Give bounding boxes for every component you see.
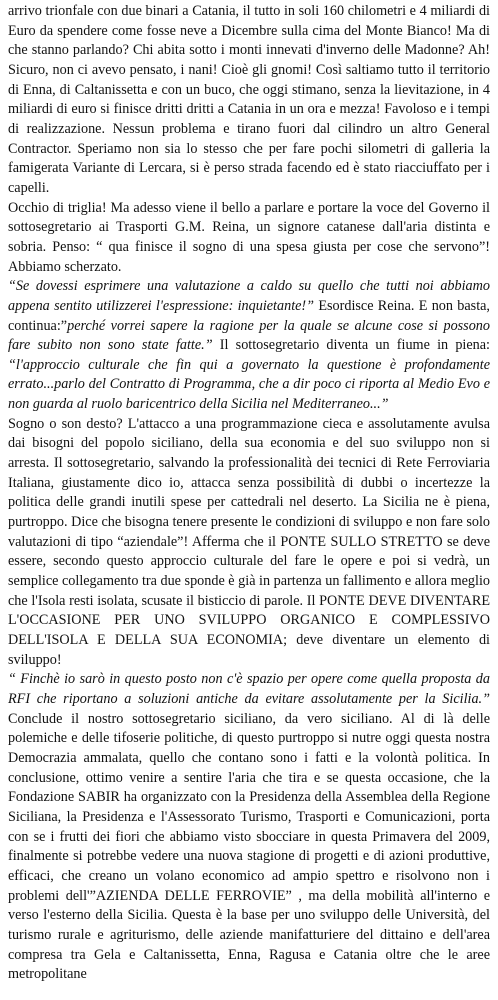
paragraph-5 xyxy=(8,670,490,985)
paragraph-4-text: Sogno o son desto? L'attacco a una programmazione cieca e assolutamente avulsa dai bisogni del popolo siciliano, della sua economia e del suo sviluppo non si arresta. Il sottosegretario, salvando la professionalità dei tecnici di Rete Ferroviaria Italiana, giustamente dico io, attacca senza possibilità di dubbi o incertezze la politica delle grandi inutili spese per cattedrali nel deserto. La Sicilia ne è piena, purtroppo. Dice che bisogna tenere presente le condizioni di sviluppo e non fare solo valutazioni di tipo “aziendale”! Afferma che il PONTE SULLO STRETTO se deve essere, secondo questo approccio culturale del fare le opere e poi si vedrà, un semplice collegamento tra due sponde è già in partenza un fallimento e allora meglio che l'Isola resti isolata, scusate il bisticcio di parole. Il PONTE DEVE DIVENTARE L'OCCASIONE PER UNO SVILUPPO ORGANICO E COMPLESSIVO DELL'ISOLA E DELLA SUA ECONOMIA; deve diventare un elemento di sviluppo! xyxy=(8,415,490,668)
reina-quote-approccio: “l'approccio culturale che fin qui a governato la questione è profondamente errato...parlo del Contratto di Programma, che a dir poco ci riporta al Medio Evo e non guarda al ruolo baricentrico della Sicilia nel Mediterraneo...” xyxy=(8,356,490,413)
paragraph-4 xyxy=(8,415,490,671)
paragraph-5-text: Conclude il nostro sottosegretario siciliano, da vero siciliano. Al di là delle polemiche e delle tifoserie politiche, di questo purtroppo si nutre oggi questa nostra Democrazia ammalata, quello che contano sono i fatti e la volontà politica. In conclusione, ottimo venire a sentire l'aria che tira e se questa occasione, che la Fondazione SABIR ha organizzato con la Presidenza della Assemblea della Regione Siciliana, la Presidenza e l'Assessorato Turismo, Trasporti e Comunicazioni, porta con se i frutti dei fiori che abbiamo visto sbocciare in questa Primavera del 2009, finalmente si potrebbe vedere una nuova stagione di progetti e di azioni produttive, efficaci, che creano un volano economico ad ampio spettro e risolvono non i problemi dell'”AZIENDA DELLE FERROVIE” , ma della mobilità all'interno e verso l'esterno della Sicilia. Questa è la base per uno sviluppo delle Università, del turismo rurale e agriturismo, delle aziende manifatturiere del dittaino e dell'area compresa tra Gela e Caltanissetta, Enna, Ragusa e Catania oltre che le aree metropolitane xyxy=(8,710,490,983)
paragraph-3 xyxy=(8,277,490,415)
paragraph-1-text: arrivo trionfale con due binari a Catania, il tutto in soli 160 chilometri e 4 miliardi di Euro da spendere come fosse neve a Dicembre sulla cima del Monte Bianco! Ma di che stanno parlando? Chi abita sotto i monti innevati d'inverno delle Madonne? Ah! Sicuro, non ci avevo pensato, i nani! Cioè gli gnomi! Così saltiamo tutto il territorio di Enna, di Caltanissetta e con un buco, che oggi stimano, senza la lievitazione, in 4 miliardi di euro si finisce dritti dritti a Catania in un ora e mezza! Favoloso e i tempi di realizzazione. Nessun problema e tirano fuori dal cilindro un altro General Contractor. Speriamo non sia lo stesso che per fare pochi silometri di galleria la famigerata Variante di Lercara, si è perso strada facendo ed è stato riacciuffato per i capelli. xyxy=(8,3,490,196)
paragraph-2-text: Occhio di triglia! Ma adesso viene il bello a parlare e portare la voce del Governo il sottosegretario ai Trasporti G.M. Reina, un signore catanese dall'aria distinta e sobria. Penso: “ qua finisce il sogno di una spesa giusta per cose che servono”! Abbiamo scherzato. xyxy=(8,199,490,275)
paragraph-3-text-a: Esordisce Reina. E non basta, continua:” xyxy=(8,297,490,334)
paragraph-3-text-b: Il sottosegretario diventa un fiume in piena: xyxy=(212,337,490,354)
reina-quote-ragione: perché vorrei sapere la ragione per la quale se alcune cose si possono fare subito non sono state fatte.” xyxy=(8,317,490,354)
reina-quote-inquietante: “Se dovessi esprimere una valutazione a caldo su quello che tutti noi abbiamo appena sentito utilizzerei l'espressione: inquietante!” xyxy=(8,278,490,314)
paragraph-2 xyxy=(8,199,490,278)
reina-quote-rfi: “ Finchè io sarò in questo posto non c'è spazio per opere come quella proposta da RFI che riportano a soluzioni antiche da evitare assolutamente per la Sicilia.” xyxy=(8,671,490,707)
paragraph-1 xyxy=(8,2,490,199)
